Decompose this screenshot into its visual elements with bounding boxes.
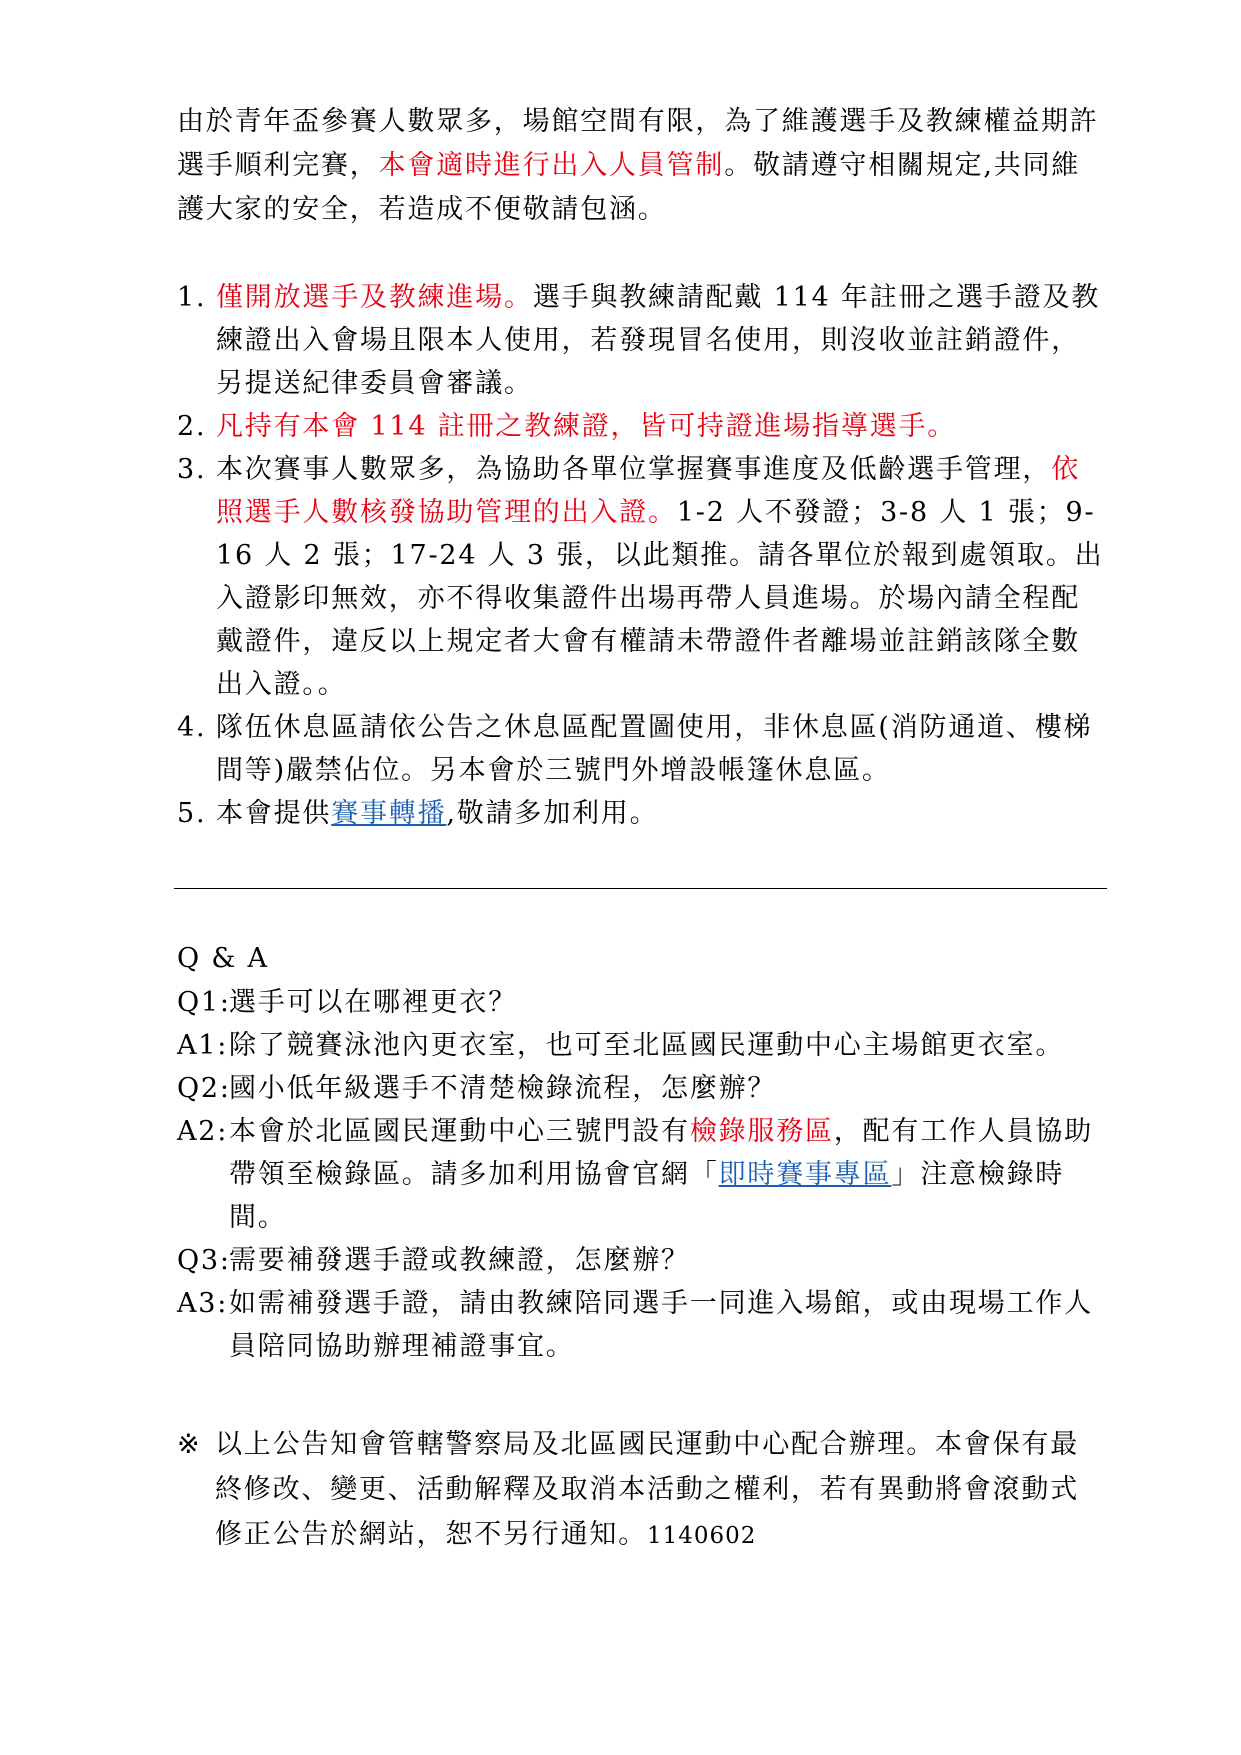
qa-text-pre: 本會於北區國民運動中心三號門設有 [229, 1116, 690, 1147]
intro-paragraph [177, 100, 1107, 232]
rule-number: 2. [177, 411, 207, 442]
qa-question-1 [177, 981, 1107, 1024]
qa-label: Q2: [177, 1073, 231, 1104]
rule-highlight: 凡持有本會 114 註冊之教練證，皆可持證進場指導選手。 [216, 411, 957, 442]
qa-text: 選手可以在哪裡更衣？ [229, 987, 517, 1018]
qa-text: 如需補發選手證，請由教練陪同選手一同進入場館，或由現場工作人員陪同協助辦理補證事宜。 [229, 1288, 1093, 1362]
rule-text-pre: 本會提供 [216, 798, 332, 829]
qa-answer-2 [177, 1110, 1107, 1239]
qa-question-3 [177, 1239, 1107, 1282]
rule-number: 4. [177, 712, 207, 743]
rule-number: 5. [177, 798, 207, 829]
qa-question-2 [177, 1067, 1107, 1110]
qa-text-mid: ，配有工作人員協助帶領至檢錄區。請多加利用協會官網「 [229, 1116, 1094, 1190]
section-divider [174, 888, 1107, 889]
qa-text: 需要補發選手證或教練證，怎麼辦？ [229, 1245, 690, 1276]
intro-text-2: 。敬請遵守相關規定,共同維護大家的安全，若造成不便敬請包涵。 [177, 150, 1081, 225]
qa-highlight: 檢錄服務區 [689, 1116, 834, 1147]
rule-text: 1-2 人不發證；3-8 人 1 張；9-16 人 2 張；17-24 人 3 張，以此類推。請各單位於報到處領取。出入證影印無效，亦不得收集證件出場再帶人員進場。於場內請全程配戴證件，違反以上規定者大會有權請未帶證件者離場並註銷該隊全數出入證。。 [216, 497, 1104, 700]
rule-item-1 [177, 276, 1107, 405]
rule-number: 1. [177, 282, 207, 313]
document-date: 1140602 [647, 1523, 757, 1549]
live-results-link[interactable]: 即時賽事專區 [718, 1159, 892, 1190]
rule-item-2 [177, 405, 1107, 448]
qa-answer-3 [177, 1282, 1107, 1368]
qa-text: 除了競賽泳池內更衣室，也可至北區國民運動中心主場館更衣室。 [229, 1030, 1065, 1061]
announcement-body [177, 100, 1107, 1559]
qa-title: Q & A [177, 943, 269, 974]
qa-label: Q3: [177, 1245, 231, 1276]
qa-answer-1 [177, 1024, 1107, 1067]
qa-label: Q1: [177, 987, 231, 1018]
footnote [177, 1422, 1107, 1559]
rule-text-post: ,敬請多加利用。 [446, 798, 659, 829]
qa-text: 國小低年級選手不清楚檢錄流程，怎麼辦？ [229, 1073, 777, 1104]
rule-item-5 [177, 792, 1107, 835]
qa-label: A3: [177, 1288, 229, 1319]
rule-highlight: 僅開放選手及教練進場。 [216, 282, 533, 313]
rules-list [177, 276, 1107, 835]
rule-text: 隊伍休息區請依公告之休息區配置圖使用，非休息區(消防通道、樓梯間等)嚴禁佔位。另本會於三號門外增設帳篷休息區。 [216, 712, 1093, 786]
qa-list [177, 981, 1107, 1368]
rule-text: 選手與教練請配戴 114 年註冊之選手證及教練證出入會場且限本人使用，若發現冒名使用，則沒收並註銷證件，另提送紀律委員會審議。 [216, 282, 1101, 399]
rule-number: 3. [177, 454, 207, 485]
rule-item-4 [177, 706, 1107, 792]
qa-label: A1: [177, 1030, 229, 1061]
footnote-text: 以上公告知會管轄警察局及北區國民運動中心配合辦理。本會保有最終修改、變更、活動解釋及取消本活動之權利，若有異動將會滾動式修正公告於網站，恕不另行通知。 [215, 1429, 1079, 1550]
intro-text-1: 由於青年盃參賽人數眾多，場館空間有限，為了維護選手及教練權益期許選手順利完賽， [177, 106, 1099, 181]
rule-highlight: 依照選手人數核發協助管理的出入證。 [216, 454, 1081, 528]
reference-mark-icon: ※ [177, 1429, 202, 1460]
qa-text-post: 」注意檢錄時間。 [229, 1159, 1065, 1233]
rule-text-pre: 本次賽事人數眾多，為協助各單位掌握賽事進度及低齡選手管理， [216, 454, 1052, 485]
intro-highlight: 本會適時進行出入人員管制 [378, 150, 725, 181]
broadcast-link[interactable]: 賽事轉播 [331, 798, 447, 829]
rule-item-3 [177, 448, 1107, 706]
qa-label: A2: [177, 1116, 229, 1147]
